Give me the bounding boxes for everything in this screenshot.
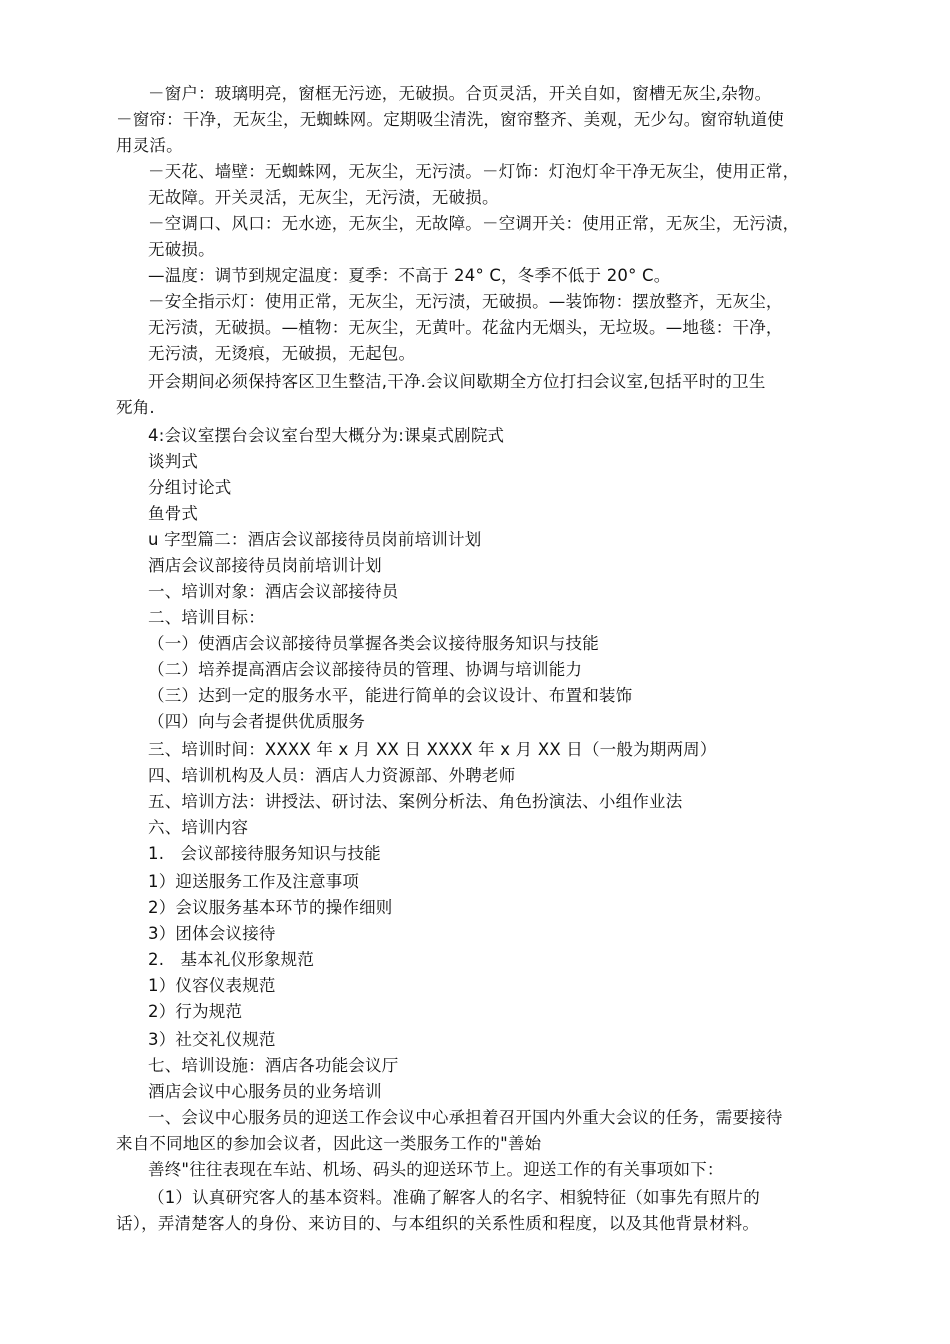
text-line: （三）达到一定的服务水平，能进行简单的会议设计、布置和装饰: [148, 686, 633, 705]
text-line: 1）迎送服务工作及注意事项: [148, 872, 360, 891]
text-line: 3）社交礼仪规范: [148, 1030, 276, 1049]
text-line: （二）培养提高酒店会议部接待员的管理、协调与培训能力: [148, 660, 583, 679]
text-line: 一、会议中心服务员的迎送工作会议中心承担着召开国内外重大会议的任务，需要接待: [148, 1108, 783, 1127]
text-line: 无破损。: [148, 240, 215, 259]
text-line: 1. 会议部接待服务知识与技能: [148, 844, 381, 863]
text-line: 鱼骨式: [148, 504, 199, 523]
text-line: 无污渍，无烫痕，无破损，无起包。: [148, 344, 416, 363]
text-line: 六、培训内容: [148, 818, 249, 837]
text-line: 2. 基本礼仪形象规范: [148, 950, 315, 969]
text-line: 无故障。开关灵活，无灰尘，无污渍，无破损。: [148, 188, 499, 207]
text-line: 酒店会议中心服务员的业务培训: [148, 1082, 382, 1101]
text-line: 五、培训方法：讲授法、研讨法、案例分析法、角色扮演法、小组作业法: [148, 792, 683, 811]
text-line: 二、培训目标：: [148, 608, 265, 627]
text-line: —温度：调节到规定温度：夏季：不高于 24° C，冬季不低于 20° C。: [148, 266, 671, 285]
text-line: 一、培训对象：酒店会议部接待员: [148, 582, 399, 601]
text-line: 3）团体会议接待: [148, 924, 276, 943]
text-line: 无污渍，无破损。—植物：无灰尘，无黄叶。花盆内无烟头，无垃圾。—地毯：干净，: [148, 318, 783, 337]
text-line: 死角.: [116, 398, 155, 417]
text-line: －安全指示灯：使用正常，无灰尘，无污渍，无破损。—装饰物：摆放整齐，无灰尘，: [148, 292, 783, 311]
text-line: u 字型篇二：酒店会议部接待员岗前培训计划: [148, 530, 482, 549]
text-line: 七、培训设施：酒店各功能会议厅: [148, 1056, 399, 1075]
text-line: 谈判式: [148, 452, 199, 471]
text-line: 开会期间必须保持客区卫生整洁,干净.会议间歇期全方位打扫会议室,包括平时的卫生: [148, 372, 766, 391]
text-line: 酒店会议部接待员岗前培训计划: [148, 556, 382, 575]
text-line: 2）行为规范: [148, 1002, 243, 1021]
text-line: －空调口、风口：无水迹，无灰尘，无故障。－空调开关：使用正常，无灰尘，无污渍，: [148, 214, 800, 233]
text-line: 1）仪容仪表规范: [148, 976, 276, 995]
text-line: 话），弄清楚客人的身份、来访目的、与本组织的关系性质和程度，以及其他背景材料。: [116, 1214, 760, 1233]
text-line: －窗户：玻璃明亮，窗框无污迹，无破损。合页灵活，开关自如，窗槽无灰尘,杂物。: [148, 84, 772, 103]
text-line: －窗帘：干净，无灰尘，无蜘蛛网。定期吸尘清洗，窗帘整齐、美观，无少勾。窗帘轨道使: [116, 110, 784, 129]
text-line: （四）向与会者提供优质服务: [148, 712, 366, 731]
text-line: 2）会议服务基本环节的操作细则: [148, 898, 393, 917]
text-line: 来自不同地区的参加会议者，因此这一类服务工作的"善始: [116, 1134, 542, 1153]
text-line: 善终"往往表现在车站、机场、码头的迎送环节上。迎送工作的有关事项如下：: [148, 1160, 724, 1179]
text-line: 4:会议室摆台会议室台型大概分为:课桌式剧院式: [148, 426, 505, 445]
text-line: －天花、墙壁：无蜘蛛网，无灰尘，无污渍。－灯饰：灯泡灯伞干净无灰尘，使用正常，: [148, 162, 800, 181]
text-line: （1）认真研究客人的基本资料。准确了解客人的名字、相貌特征（如事先有照片的: [148, 1188, 760, 1207]
text-line: 四、培训机构及人员：酒店人力资源部、外聘老师: [148, 766, 516, 785]
text-line: 分组讨论式: [148, 478, 232, 497]
text-line: 三、培训时间：XXXX 年 x 月 XX 日 XXXX 年 x 月 XX 日（一般为期两周）: [148, 740, 717, 759]
text-line: 用灵活。: [116, 136, 183, 155]
text-line: （一）使酒店会议部接待员掌握各类会议接待服务知识与技能: [148, 634, 599, 653]
